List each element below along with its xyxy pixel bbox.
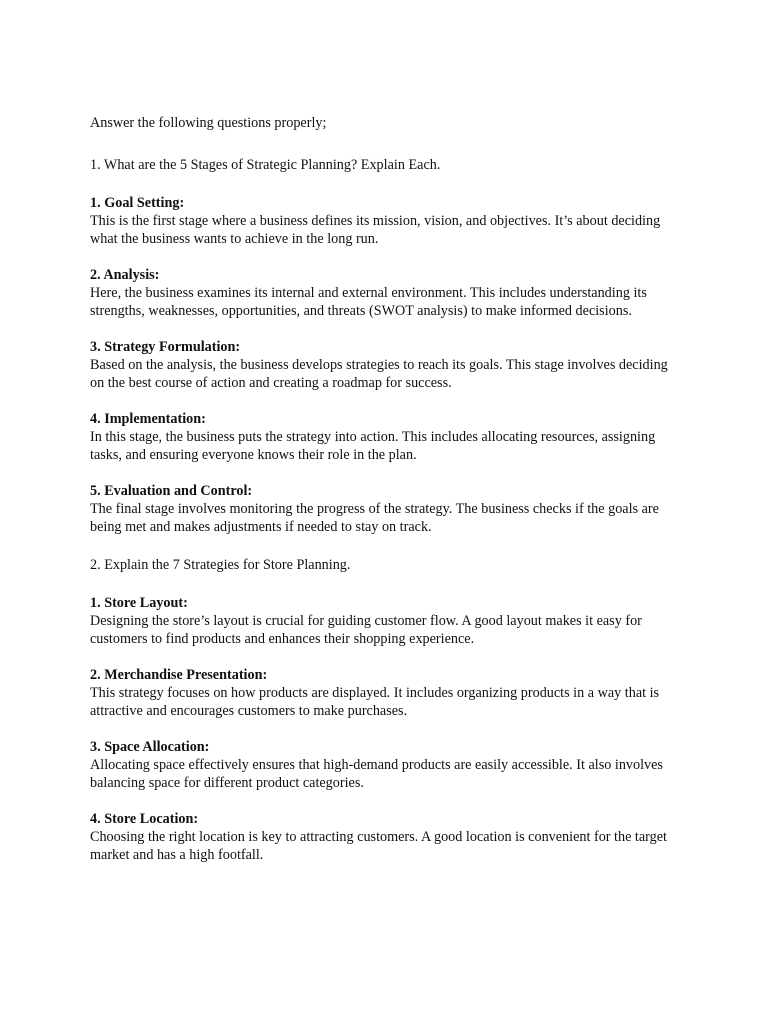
strategy-section [90,810,678,864]
strategy-section [90,738,678,792]
stage-body: In this stage, the business puts the strategy into action. This includes allocating resources, assigning tasks, and ensuring everyone knows their role in the plan. [90,429,656,463]
stage-title: 5. Evaluation and Control: [90,483,253,499]
stage-body: Here, the business examines its internal and external environment. This includes understanding its strengths, weaknesses, opportunities, and threats (SWOT analysis) to make informed decisions. [90,285,647,319]
stage-body: Based on the analysis, the business develops strategies to reach its goals. This stage involves deciding on the best course of action and creating a roadmap for success. [90,357,668,391]
stage-section [90,410,678,464]
strategy-section [90,594,678,648]
stage-section [90,482,678,536]
strategy-title: 1. Store Layout: [90,595,188,611]
strategy-body: Choosing the right location is key to attracting customers. A good location is convenient for the target market and has a high footfall. [90,829,667,863]
strategy-section [90,666,678,720]
stage-title: 3. Strategy Formulation: [90,339,241,355]
question-1: 1. What are the 5 Stages of Strategic Planning? Explain Each. [90,157,441,173]
stage-section [90,266,678,320]
stage-body: The final stage involves monitoring the progress of the strategy. The business checks if the goals are being met and makes adjustments if needed to stay on track. [90,501,659,535]
stage-body: This is the first stage where a business defines its mission, vision, and objectives. It’s about deciding what the business wants to achieve in the long run. [90,213,661,247]
strategy-body: Designing the store’s layout is crucial for guiding customer flow. A good layout makes it easy for customers to find products and enhances their shopping experience. [90,613,642,647]
strategy-body: This strategy focuses on how products are displayed. It includes organizing products in a way that is attractive and encourages customers to make purchases. [90,685,660,719]
stage-title: 2. Analysis: [90,267,160,283]
strategy-title: 2. Merchandise Presentation: [90,667,268,683]
stage-title: 1. Goal Setting: [90,195,185,211]
stage-section [90,194,678,248]
strategy-title: 4. Store Location: [90,811,199,827]
intro-text: Answer the following questions properly; [90,115,327,131]
question-2: 2. Explain the 7 Strategies for Store Planning. [90,557,351,573]
stage-title: 4. Implementation: [90,411,206,427]
strategy-title: 3. Space Allocation: [90,739,210,755]
strategy-body: Allocating space effectively ensures that high-demand products are easily accessible. It also involves balancing space for different product categories. [90,757,663,791]
stage-section [90,338,678,392]
